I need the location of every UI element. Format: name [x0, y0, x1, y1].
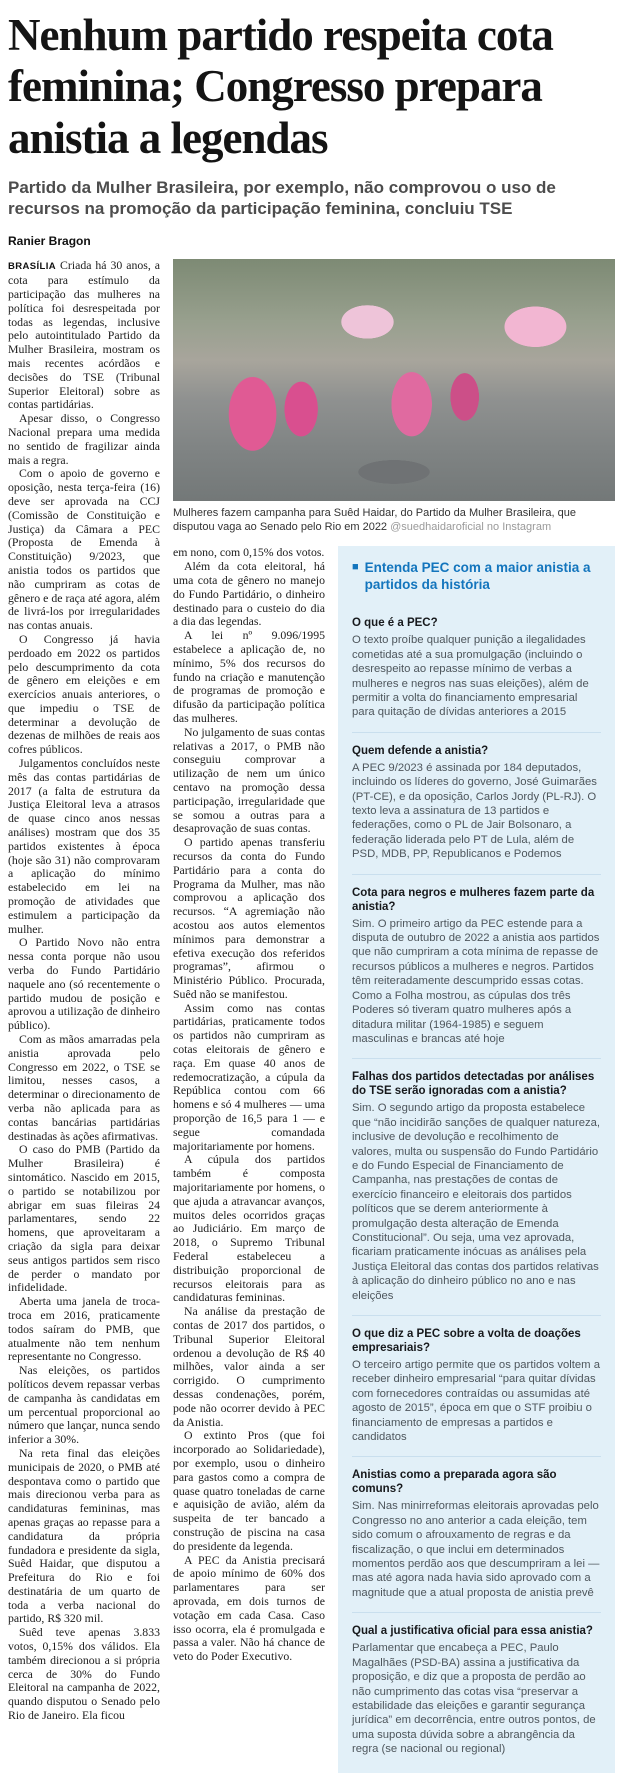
- infobox-answer: Sim. Nas minirreformas eleitorais aprovadas pelo Congresso no ano anterior a cada eleição, tem sido comum o afrouxamento de regras e da fiscalização, o que inclui em determinados momentos perdão aos que descumpriram a lei —mas até agora nada havia sido aprovado com a magnitude que a atual proposta de anistia prevê: [352, 1500, 600, 1599]
- infobox-answer: Sim. O primeiro artigo da PEC estende para a disputa de outubro de 2022 a anistia aos partidos que não cumpriram a cota mínima de repasse de recursos públicos a mulheres e negros. Partidos têm reiteradamente descumprido essas cotas. Como a Folha mostrou, as cúpulas dos três Poderes só tiveram quatro mulheres após a ditadura militar (1964-1985) e seguem masculinas e brancas até hoje: [352, 917, 600, 1045]
- paragraph: Na análise da prestação de contas de 2017 dos partidos, o Tribunal Superior Eleitoral ordenou a devolução de R$ 40 milhões, valor ainda a ser corrigido. O cumprimento dessas condenações, porém, pode não ocorrer devido à PEC da Anistia.: [173, 1304, 325, 1429]
- column-2-paragraphs: [173, 560, 325, 1664]
- infobox-items: [352, 605, 601, 1756]
- photo-credit: @suedhaidaroficial no Instagram: [390, 520, 552, 533]
- infobox-item: [352, 874, 601, 1047]
- article-column-2: [173, 546, 325, 1772]
- paragraph: A cúpula dos partidos também é composta majoritariamente por homens, o que ajuda a atravancar avanços, muitos deles ocorridos graças ao Judiciário. Em março de 2018, o Supremo Tribunal Federal estabeleceu a distribuição proporcional de recursos eleitorais para as candidaturas femininas.: [173, 1152, 325, 1305]
- lead-paragraph-text: Criada há 30 anos, a cota para estímulo da participação das mulheres na política foi desrespeitada por todas as legendas, inclusive pelo autointitulado Partido da Mulher Brasileira, mostram os mais recentes acórdãos e decisões do TSE (Tribunal Superior Eleitoral) sobre as contas partidárias.: [8, 258, 160, 412]
- infobox-header: [352, 560, 601, 593]
- infobox-question: O que diz a PEC sobre a volta de doações empresariais?: [352, 1328, 581, 1355]
- column-1-paragraphs: [8, 412, 160, 1723]
- paragraph: Assim como nas contas partidárias, praticamente todos os partidos não cumpriram as cotas eleitorais de gênero e raça. Em quase 40 anos de redemocratização, a cúpula da República contou com 66 homens e só 4 mulheres — uma proporção de 16,5 para 1 — e segue comandada majoritariamente por homens.: [173, 1000, 325, 1153]
- infobox-answer: Sim. O segundo artigo da proposta estabelece que “não incidirão sanções de qualquer natureza, inclusive de devolução e recolhimento de valores, multa ou suspensão do Fundo Partidário e do Fundo Especial de Financiamento de Campanha, nas prestações de contas de exercício financeiro e eleitorais dos partidos políticos que se derem anteriormente à promulgação desta alteração de Emenda Constitucional”. Ou seja, uma vez aprovada, ficariam praticamente inócuas as análises pela Justiça Eleitoral das contas dos partidos relativas à aplicação do dinheiro público no ano e nas eleições: [352, 1102, 601, 1302]
- dateline: BRASÍLIA: [8, 261, 57, 273]
- infobox-question: Quem defende a anistia?: [352, 744, 489, 757]
- infobox-question: O que é a PEC?: [352, 617, 438, 630]
- headline: Nenhum partido respeita cota feminina; Congresso prepara anistia a legendas: [8, 10, 553, 163]
- subheadline: Partido da Mulher Brasileira, por exemplo, não comprovou o uso de recursos na promoção da participação feminina, concluiu TSE: [8, 177, 556, 219]
- infobox-item: [352, 1315, 601, 1444]
- paragraph: Nas eleições, os partidos políticos devem repassar verbas de campanha às candidatas em um percentual proporcional ao número que lançar, nunca sendo inferior a 30%.: [8, 1363, 160, 1447]
- photo-caption: [173, 507, 615, 534]
- continuation-paragraph: em nono, com 0,15% dos votos.: [173, 545, 325, 560]
- paragraph: Com as mãos amarradas pela anistia aprovada pelo Congresso em 2022, o TSE se limitou, nesses casos, a determinar o direcionamento de verba não aplicada para as contas bancárias partidárias destinadas às ações afirmativas.: [8, 1032, 160, 1143]
- paragraph: O extinto Pros (que foi incorporado ao Solidariedade), por exemplo, usou o dinheiro para gastos como a compra de quase quatro toneladas de carne e aquisição de avião, além da suspeita de ter bancado a construção de piscina na casa do presidente da legenda.: [173, 1428, 325, 1553]
- infobox-title: Entenda PEC com a maior anistia a partidos da história: [364, 560, 591, 592]
- paragraph: Julgamentos concluídos neste mês das contas partidárias de 2017 (a falta de estrutura da Justiça Eleitoral leva a atrasos de quase cinco anos nessas análises) mostram que dos 35 partidos existentes à época (hoje são 31) não comprovaram a aplicação do mínimo estabelecido em lei na promoção de atividades que estimulem a participação da mulher.: [8, 756, 160, 936]
- paragraph: A PEC da Anistia precisará de apoio mínimo de 60% dos parlamentares para ser aprovada, em dois turnos de votação em cada Casa. Caso isso ocorra, ela é promulgada e passa a valer. Não há chance de veto do Poder Executivo.: [173, 1552, 325, 1664]
- article-right-region: [173, 259, 615, 1772]
- article-body: [8, 259, 615, 1772]
- paragraph: No julgamento de suas contas relativas a 2017, o PMB não conseguiu comprovar a utilização de nem um único centavo na promoção dessa participação, irregularidade que se somou a outras para a desaprovação de suas contas.: [173, 724, 325, 836]
- infobox-question: Cota para negros e mulheres fazem parte da anistia?: [352, 886, 595, 913]
- paragraph: Suêd teve apenas 3.833 votos, 0,15% dos válidos. Ela também direcionou a si própria cerca de 30% do Fundo Eleitoral na campanha de 2022, quando disputou o Senado pelo Rio de Janeiro. Ela ficou: [8, 1625, 160, 1723]
- infobox-question: Qual a justificativa oficial para essa anistia?: [352, 1625, 593, 1638]
- paragraph: Aberta uma janela de troca-troca em 2016, praticamente todos saíram do PMB, que atualmente não tem nenhum representante no Congresso.: [8, 1294, 160, 1364]
- infobox-question: Falhas dos partidos detectadas por análises do TSE serão ignoradas com a anistia?: [352, 1071, 595, 1098]
- paragraph: Na reta final das eleições municipais de 2020, o PMB até despontava como o partido que mais direcionou verba para as candidaturas femininas, mas apenas graças ao repasse para a candidatura da própria fundadora e presidente da sigla, Suêd Haidar, que disputou a Prefeitura do Rio e foi destinatária de um quarto de toda a verba nacional do partido, R$ 320 mil.: [8, 1445, 160, 1626]
- paragraph: Além da cota eleitoral, há uma cota de gênero no manejo do Fundo Partidário, o dinheiro destinado para o custeio do dia a dia das legendas.: [173, 559, 325, 629]
- infobox-item: [352, 1058, 601, 1303]
- paragraph: Apesar disso, o Congresso Nacional prepara uma medida no sentido de fragilizar ainda mais a regra.: [8, 411, 160, 467]
- byline[interactable]: Ranier Bragon: [8, 234, 91, 249]
- paragraph: O partido apenas transferiu recursos da conta do Fundo Partidário para a conta do Programa da Mulher, mas não comprovou a aplicação dos recursos. “A agremiação não acostou aos autos elementos mínimos para demonstrar a efetiva execução dos referidos programas”, afirmou o Ministério Público. Procurada, Suêd não se manifestou.: [173, 835, 325, 1001]
- infobox-answer: O texto proíbe qualquer punição a ilegalidades cometidas até a sua promulgação (incluindo o desrespeito ao repasse mínimo de verbas a mulheres e negros nas suas eleições), além de permitir a volta do financiamento empresarial para quitação de dívidas anteriores a 2015: [352, 634, 589, 719]
- infobox-answer: O terceiro artigo permite que os partidos voltem a receber dinheiro empresarial “para quitar dívidas com fornecedores contraídas ou assumidas até agosto de 2015”, época em que o STF proibiu o financiamento de empresas a partidos e candidatos: [352, 1359, 601, 1444]
- infobox-item: [352, 605, 601, 719]
- infobox-answer: Parlamentar que encabeça a PEC, Paulo Magalhães (PSD-BA) assina a justificativa da proposição, e diz que a proposta de perdão ao não cumprimento das cotas visa “preservar a estabilidade das eleições e garantir segurança jurídica” em decorrência, entre outros pontos, de uma suposta dúvida sobre a abrangência da regra (se nacional ou regional): [352, 1642, 596, 1756]
- infobox-answer: A PEC 9/2023 é assinada por 184 deputados, incluindo os líderes do governo, José Guimarães (PT-CE), e da oposição, Carlos Jordy (PL-RJ). O texto leva a assinatura de 13 partidos e federações, como o PL de Jair Bolsonaro, a federação liderada pelo PT de Lula, além de PSD, MDB, PP, Republicanos e Podemos: [352, 761, 597, 861]
- infobox-item: [352, 1612, 601, 1756]
- photo-figure: [173, 259, 615, 534]
- infobox-item: [352, 1456, 601, 1600]
- paragraph: O caso do PMB (Partido da Mulher Brasileira) é sintomático. Nascido em 2015, o partido se notabilizou por abrigar em suas fileiras 24 parlamentares, sendo 22 homens, que aproveitaram a criação da sigla para deixar seus antigos partidos sem risco de perder o mandato por infidelidade.: [8, 1142, 160, 1295]
- infobox: [338, 546, 615, 1772]
- paragraph: Com o apoio de governo e oposição, nesta terça-feira (16) deve ser aprovada na CCJ (Comissão de Constituição e Justiça) da Câmara a PEC (Proposta de Emenda à Constituição) 9/2023, que anistia todos os partidos que não cumpriram as cotas de gênero e de raça até agora, além de livrá-los por irregularidades nas contas anuais.: [8, 466, 160, 633]
- article-column-1: [8, 259, 160, 1772]
- paragraph: O Partido Novo não entra nessa conta porque não usou verba do Fundo Partidário naquele ano (só recentemente o partido mudou de posição e aprovou a utilização de dinheiro público).: [8, 935, 160, 1033]
- lower-columns: [173, 546, 615, 1772]
- square-bullet-icon: ■: [352, 561, 359, 574]
- photo-caption-text: Mulheres fazem campanha para Suêd Haidar, do Partido da Mulher Brasileira, que disputou vaga ao Senado pelo Rio em 2022: [173, 507, 576, 533]
- lead-paragraph: [8, 259, 160, 412]
- paragraph: A lei nº 9.096/1995 estabelece a aplicação de, no mínimo, 5% dos recursos do fundo na criação e manutenção de programas de promoção e difusão da participação política das mulheres.: [173, 628, 325, 725]
- infobox-item: [352, 732, 601, 862]
- paragraph: O Congresso já havia perdoado em 2022 os partidos pelo descumprimento da cota de gênero em eleições e em exercícios anuais anteriores, o que impediu o TSE de determinar a devolução de dezenas de milhões de reais aos cofres públicos.: [8, 631, 160, 757]
- infobox-question: Anistias como a preparada agora são comuns?: [352, 1469, 557, 1496]
- article-photo: [173, 259, 615, 501]
